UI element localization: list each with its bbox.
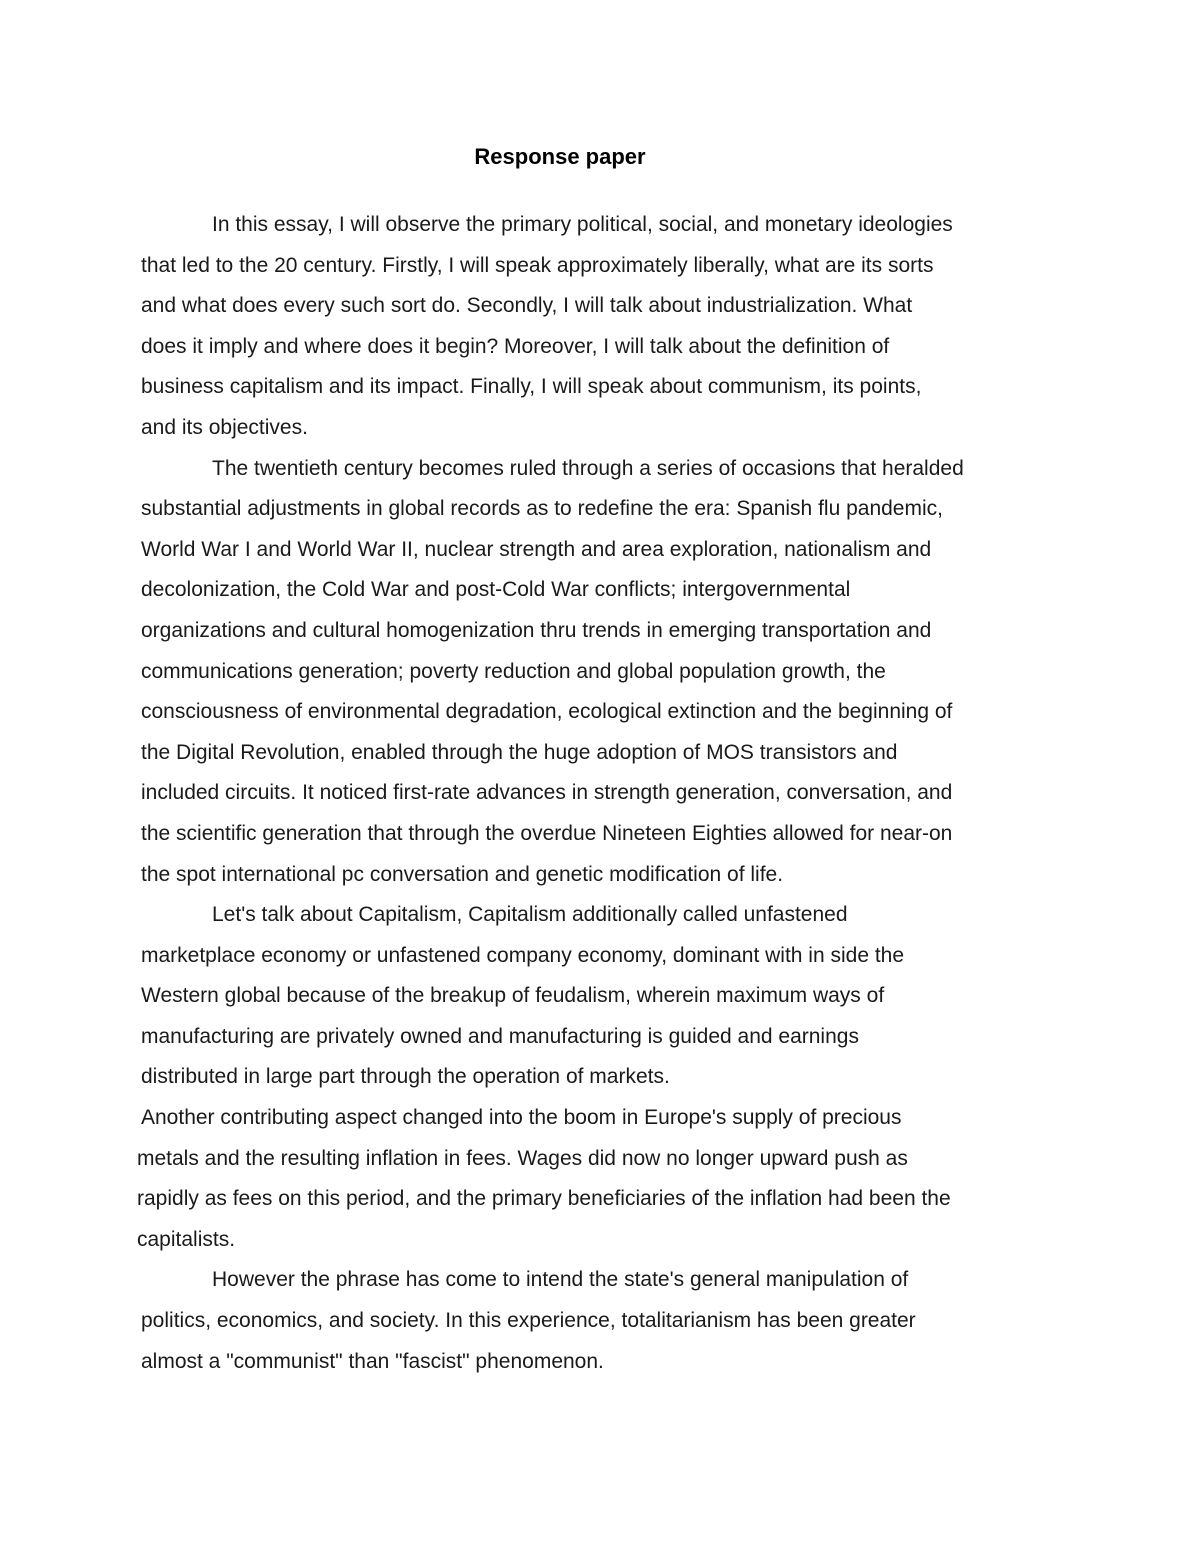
text-line: communications generation; poverty reduction and global population growth, the <box>141 659 886 683</box>
text-line: the spot international pc conversation and genetic modification of life. <box>141 862 784 886</box>
text-line: politics, economics, and society. In this experience, totalitarianism has been greater <box>141 1309 916 1333</box>
text-line: Western global because of the breakup of feudalism, wherein maximum ways of <box>141 984 885 1008</box>
text-line: substantial adjustments in global records as to redefine the era: Spanish flu pandemic, <box>141 497 943 521</box>
text-line: and what does every such sort do. Secondly, I will talk about industrialization. What <box>141 294 913 318</box>
text-line: the scientific generation that through the overdue Nineteen Eighties allowed for near-on <box>141 821 953 845</box>
text-line: In this essay, I will observe the primary political, social, and monetary ideologies <box>212 213 953 236</box>
text-line: The twentieth century becomes ruled through a series of occasions that heralded <box>212 456 964 480</box>
text-line: decolonization, the Cold War and post-Cold War conflicts; intergovernmental <box>141 578 851 602</box>
text-line: almost a "communist" than "fascist" phenomenon. <box>141 1349 604 1373</box>
paragraph-totalitarianism <box>141 1260 1059 1382</box>
text-line: that led to the 20 century. Firstly, I will speak approximately liberally, what are its sorts <box>141 253 934 277</box>
text-line: Let's talk about Capitalism, Capitalism additionally called unfastened <box>212 903 848 927</box>
paragraph-capitalism <box>141 895 1059 1098</box>
text-line: capitalists. <box>137 1227 236 1251</box>
document-body <box>137 205 1059 1382</box>
text-line: does it imply and where does it begin? Moreover, I will talk about the definition of <box>141 334 890 358</box>
page-title: Response paper <box>474 144 646 169</box>
text-line: distributed in large part through the operation of markets. <box>141 1065 670 1089</box>
paragraph-intro <box>141 205 1059 449</box>
text-line: Another contributing aspect changed into the boom in Europe's supply of precious <box>141 1106 902 1130</box>
paragraph-twentieth-century <box>141 449 1059 896</box>
text-line: consciousness of environmental degradation, ecological extinction and the beginning of <box>141 700 953 724</box>
text-line: rapidly as fees on this period, and the primary beneficiaries of the inflation had been the <box>137 1187 951 1211</box>
text-line: marketplace economy or unfastened company economy, dominant with in side the <box>141 943 905 967</box>
text-line: manufacturing are privately owned and manufacturing is guided and earnings <box>141 1024 859 1048</box>
text-line: business capitalism and its impact. Finally, I will speak about communism, its points, <box>141 375 922 399</box>
paragraph-precious-metals <box>137 1098 1059 1260</box>
text-line: the Digital Revolution, enabled through the huge adoption of MOS transistors and <box>141 740 898 764</box>
text-line: However the phrase has come to intend the state's general manipulation of <box>212 1268 909 1292</box>
text-line: included circuits. It noticed first-rate advances in strength generation, conversation, and <box>141 781 953 805</box>
text-line: organizations and cultural homogenization thru trends in emerging transportation and <box>141 618 932 642</box>
text-line: World War I and World War II, nuclear strength and area exploration, nationalism and <box>141 537 932 561</box>
text-line: metals and the resulting inflation in fees. Wages did now no longer upward push as <box>137 1146 908 1170</box>
text-line: and its objectives. <box>141 415 308 439</box>
